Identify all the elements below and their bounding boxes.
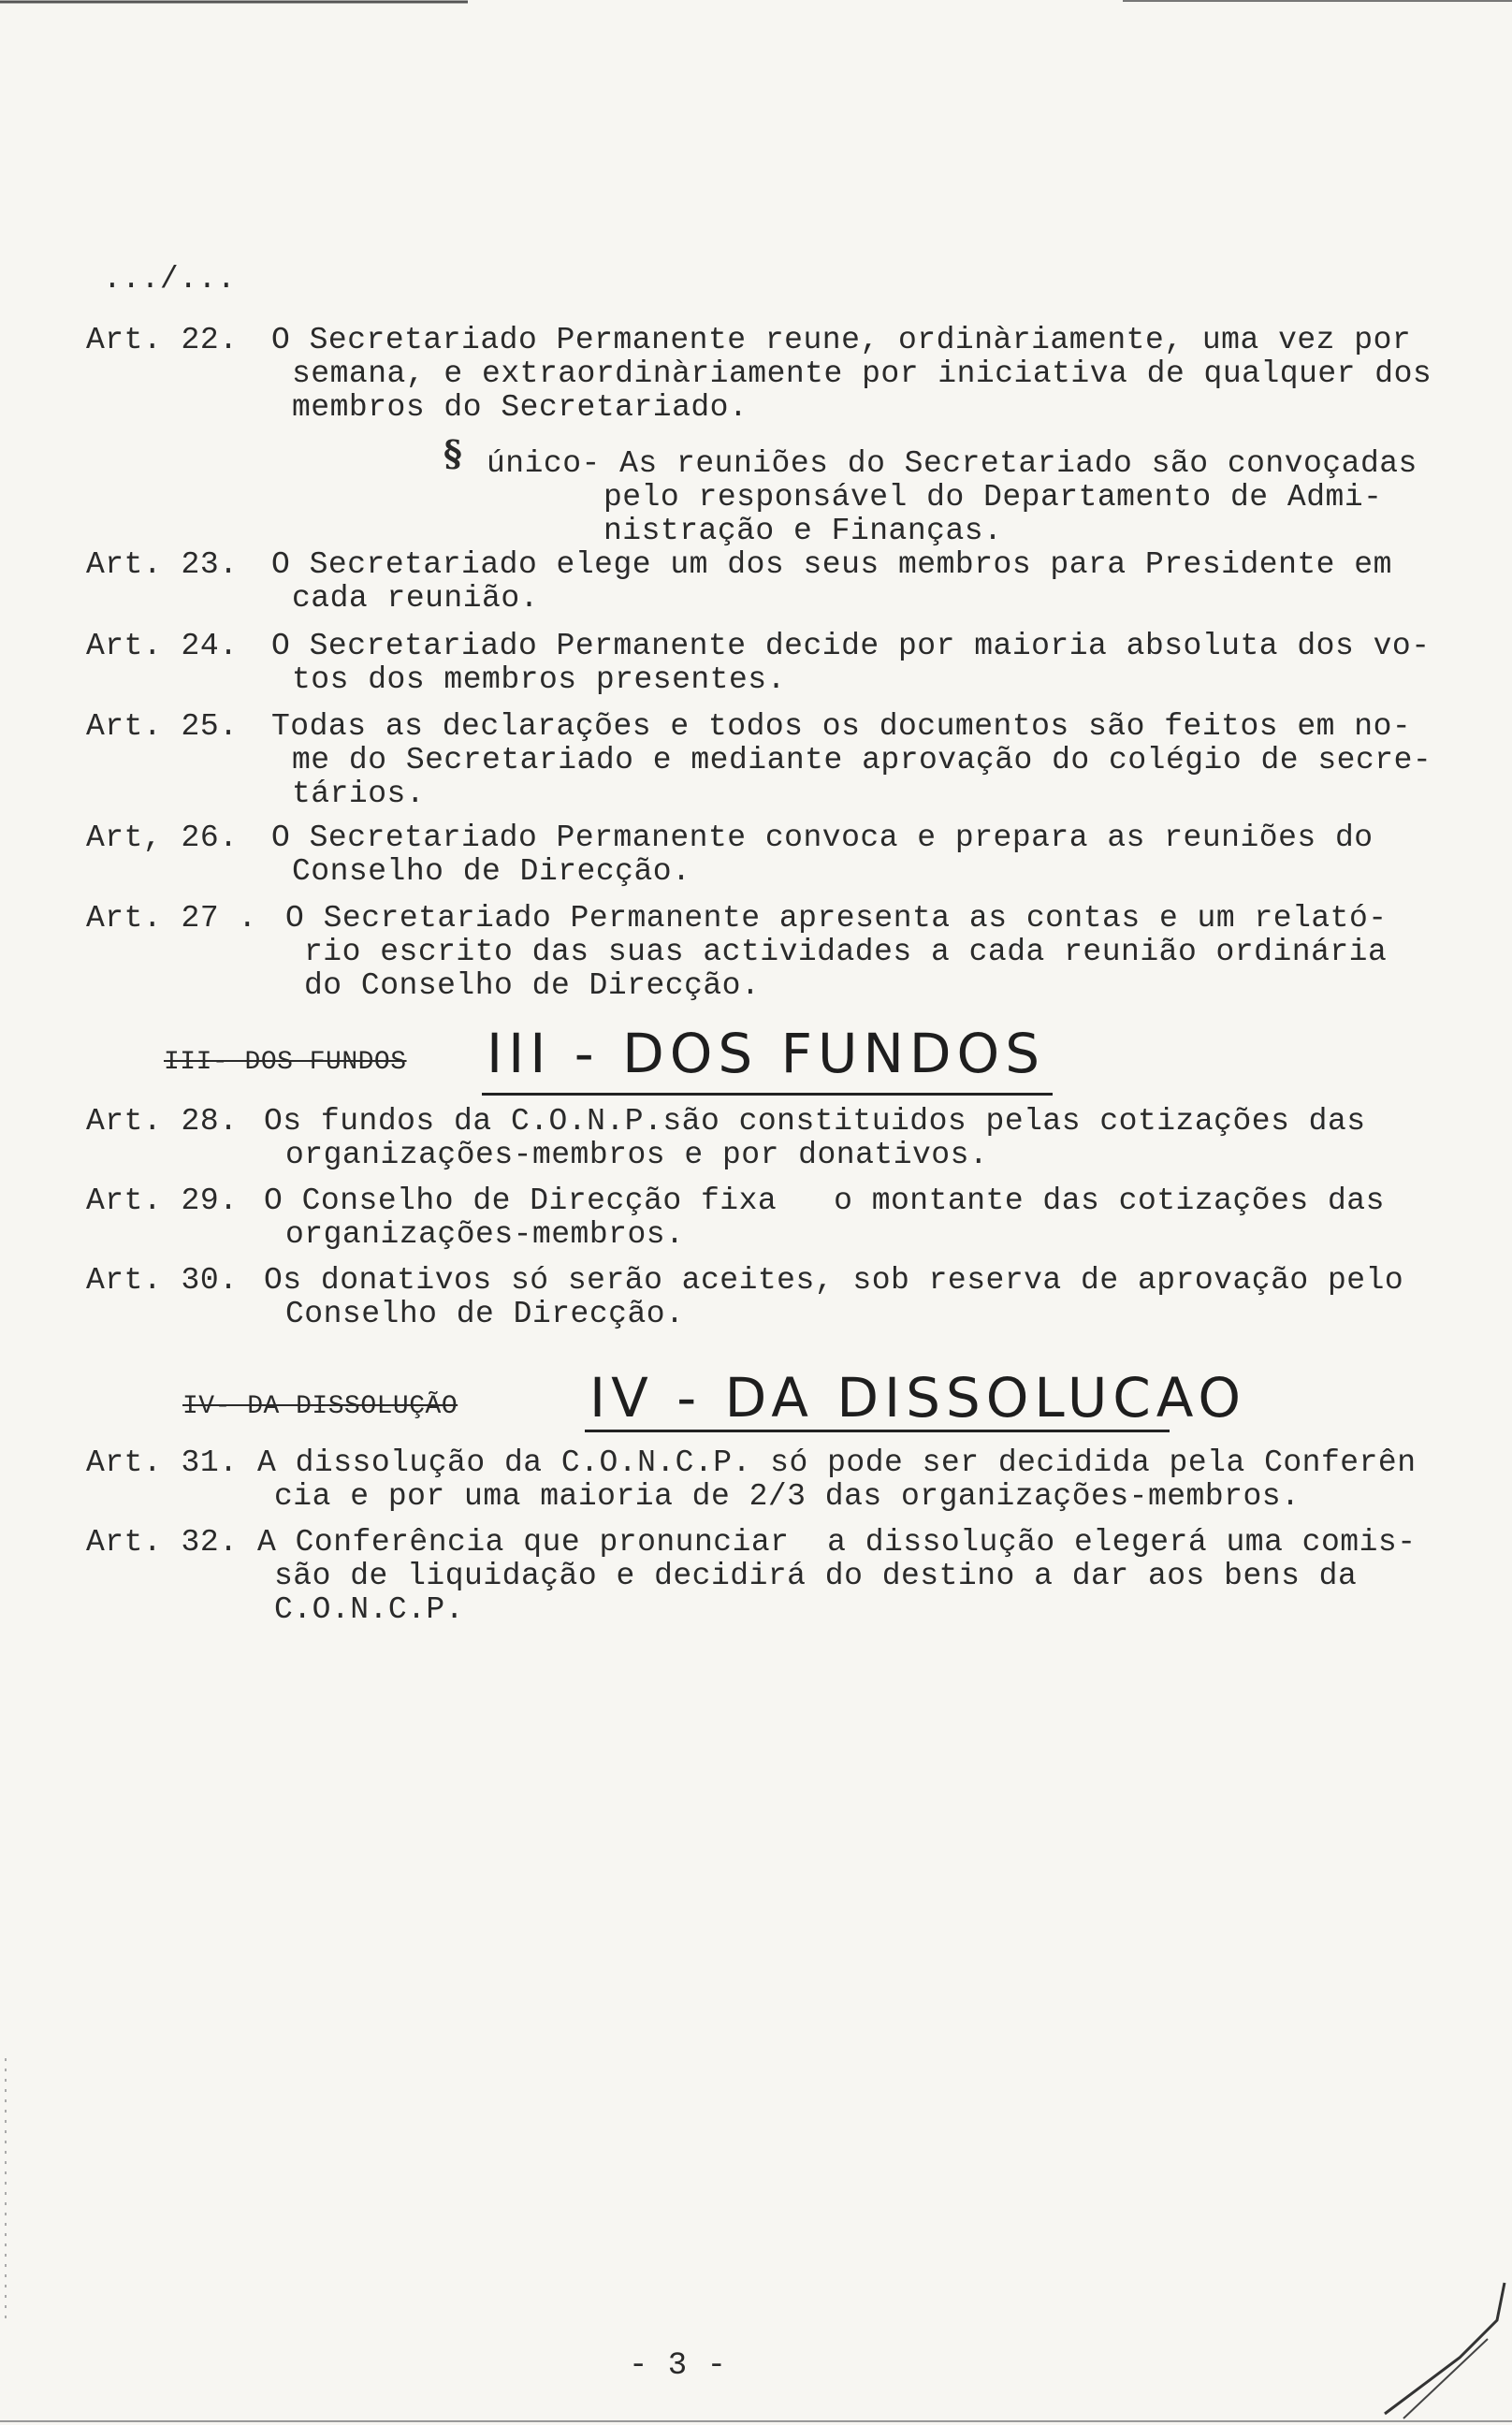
- article-29-line-2: organizações-membros.: [285, 1217, 685, 1252]
- page-number: - 3 -: [629, 2348, 727, 2384]
- paragraph-unico-line-1: único- As reuniões do Secretariado são convoçadas: [487, 446, 1418, 481]
- article-32-line-1: A Conferência que pronunciar a dissolução elegerá uma comis-: [257, 1525, 1417, 1560]
- section-4-handwritten-heading: IV - DA DISSOLUCAO: [589, 1366, 1247, 1430]
- article-23-line-2: cada reunião.: [292, 581, 539, 616]
- article-30-line-2: Conselho de Direcção.: [285, 1297, 685, 1331]
- article-27-line-1: O Secretariado Permanente apresenta as contas e um relató-: [285, 901, 1388, 936]
- section-3-typed-heading: III- DOS FUNDOS: [164, 1048, 407, 1077]
- article-22-line-1: O Secretariado Permanente reune, ordinàriamente, uma vez por: [271, 323, 1412, 357]
- article-24-line-1: O Secretariado Permanente decide por maioria absoluta dos vo-: [271, 629, 1431, 663]
- article-23-line-1: O Secretariado elege um dos seus membros para Presidente em: [271, 547, 1392, 582]
- article-32-line-3: C.O.N.C.P.: [274, 1592, 465, 1627]
- article-29-label: Art. 29.: [86, 1183, 239, 1218]
- article-29-line-1: O Conselho de Direcção fixa o montante das cotizações das: [264, 1183, 1385, 1218]
- article-27-line-3: do Conselho de Direcção.: [304, 968, 761, 1003]
- article-26-line-1: O Secretariado Permanente convoca e prepara as reuniões do: [271, 820, 1374, 855]
- article-26-line-2: Conselho de Direcção.: [292, 854, 691, 889]
- section-3-handwritten-heading: III - DOS FUNDOS: [487, 1022, 1046, 1085]
- article-28-label: Art. 28.: [86, 1104, 239, 1139]
- article-28-line-1: Os fundos da C.O.N.P.são constituidos pelas cotizações das: [264, 1104, 1366, 1139]
- paragraph-unico-line-2: pelo responsável do Departamento de Admi-: [603, 480, 1383, 515]
- article-25-line-2: me do Secretariado e mediante aprovação do colégio de secre-: [292, 743, 1432, 777]
- article-25-line-3: tários.: [292, 777, 426, 811]
- section-4-typed-heading: IV- DA DISSOLUÇÃO: [182, 1392, 458, 1421]
- paragraph-symbol: §: [443, 432, 463, 474]
- article-22-line-3: membros do Secretariado.: [292, 390, 749, 425]
- article-28-line-2: organizações-membros e por donativos.: [285, 1138, 989, 1172]
- article-22-label: Art. 22.: [86, 323, 239, 357]
- article-26-label: Art, 26.: [86, 820, 239, 855]
- article-27-line-2: rio escrito das suas actividades a cada reunião ordinária: [304, 935, 1388, 969]
- article-30-line-1: Os donativos só serão aceites, sob reserva de aprovação pelo: [264, 1263, 1404, 1298]
- article-24-line-2: tos dos membros presentes.: [292, 662, 786, 697]
- article-23-label: Art. 23.: [86, 547, 239, 582]
- article-30-label: Art. 30.: [86, 1263, 239, 1298]
- continuation-mark: .../...: [103, 262, 237, 297]
- section-4-underline: [585, 1430, 1170, 1432]
- article-31-line-1: A dissolução da C.O.N.C.P. só pode ser decidida pela Conferên: [257, 1445, 1417, 1480]
- article-24-label: Art. 24.: [86, 629, 239, 663]
- paragraph-unico-line-3: nistração e Finanças.: [603, 514, 1003, 548]
- article-25-label: Art. 25.: [86, 709, 239, 744]
- article-27-label: Art. 27 .: [86, 901, 257, 936]
- section-3-underline: [482, 1093, 1053, 1096]
- article-32-line-2: são de liquidação e decidirá do destino a dar aos bens da: [274, 1559, 1358, 1593]
- article-22-line-2: semana, e extraordinàriamente por iniciativa de qualquer dos: [292, 356, 1432, 391]
- article-31-line-2: cia e por uma maioria de 2/3 das organizações-membros.: [274, 1479, 1301, 1514]
- article-32-label: Art. 32.: [86, 1525, 239, 1560]
- article-25-line-1: Todas as declarações e todos os documentos são feitos em no-: [271, 709, 1412, 744]
- article-31-label: Art. 31.: [86, 1445, 239, 1480]
